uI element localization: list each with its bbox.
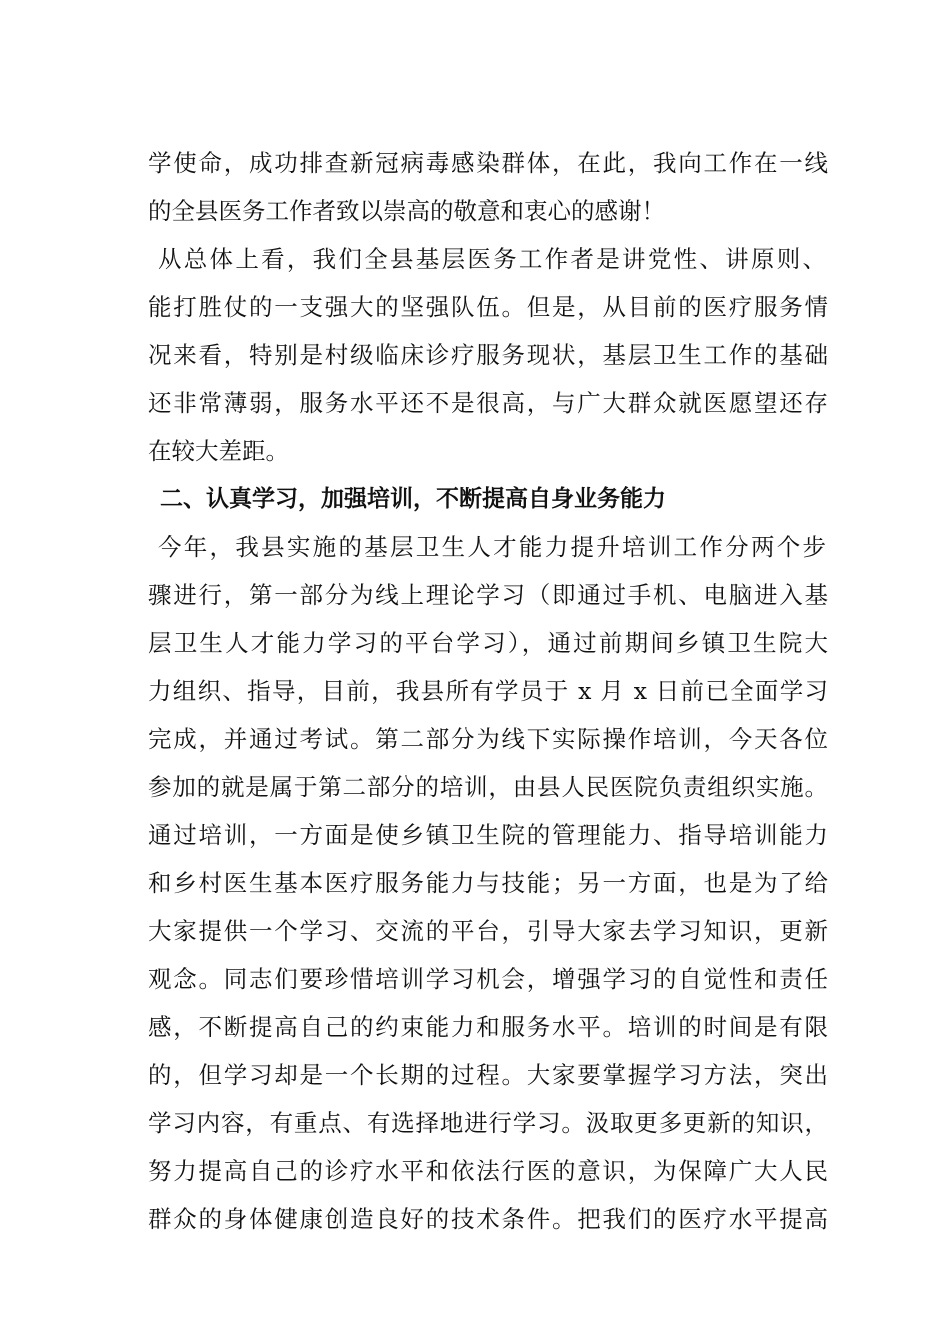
- body-line-18: 学习内容，有重点、有选择地进行学习。汲取更多更新的知识，: [148, 1109, 828, 1137]
- section-heading: 二、认真学习，加强培训，不断提高自身业务能力: [160, 486, 666, 512]
- body-line-6: 在较大差距。: [148, 437, 289, 465]
- body-line-13: 和乡村医生基本医疗服务能力与技能；另一方面，也是为了给: [148, 869, 828, 897]
- body-line-5: 还非常薄弱，服务水平还不是很高，与广大群众就医愿望还存: [148, 389, 828, 417]
- body-line-3: 能打胜仗的一支强大的坚强队伍。但是，从目前的医疗服务情: [148, 293, 828, 321]
- body-line-19: 努力提高自己的诊疗水平和依法行医的意识，为保障广大人民: [148, 1157, 828, 1185]
- body-line-4: 况来看，特别是村级临床诊疗服务现状，基层卫生工作的基础: [148, 341, 828, 369]
- body-line-14: 大家提供一个学习、交流的平台，引导大家去学习知识，更新: [148, 917, 828, 945]
- body-line-8: 层卫生人才能力学习的平台学习），通过前期间乡镇卫生院大: [148, 629, 828, 657]
- body-line-1: 学使命，成功排查新冠病毒感染群体，在此，我向工作在一线: [148, 149, 828, 177]
- body-line-12: 通过培训，一方面是使乡镇卫生院的管理能力、指导培训能力: [148, 821, 828, 849]
- body-line-17: 的，但学习却是一个长期的过程。大家要掌握学习方法，突出: [148, 1061, 828, 1089]
- body-line-16: 感，不断提高自己的约束能力和服务水平。培训的时间是有限: [148, 1013, 828, 1041]
- body-line-10: 完成，并通过考试。第二部分为线下实际操作培训，今天各位: [148, 725, 828, 753]
- body-line-15: 观念。同志们要珍惜培训学习机会，增强学习的自觉性和责任: [148, 965, 828, 993]
- body-line-7: 骤进行，第一部分为线上理论学习（即通过手机、电脑进入基: [148, 581, 828, 609]
- body-line-9: 力组织、指导，目前，我县所有学员于 x 月 x 日前已全面学习: [148, 677, 828, 705]
- body-line-11: 参加的就是属于第二部分的培训，由县人民医院负责组织实施。: [148, 773, 828, 801]
- paragraph-line-2: 今年，我县实施的基层卫生人才能力提升培训工作分两个步: [158, 533, 826, 561]
- body-line-2: 的全县医务工作者致以崇高的敬意和衷心的感谢！: [148, 197, 665, 225]
- paragraph-line-1: 从总体上看，我们全县基层医务工作者是讲党性、讲原则、: [158, 245, 826, 273]
- body-line-20: 群众的身体健康创造良好的技术条件。把我们的医疗水平提高: [148, 1205, 828, 1233]
